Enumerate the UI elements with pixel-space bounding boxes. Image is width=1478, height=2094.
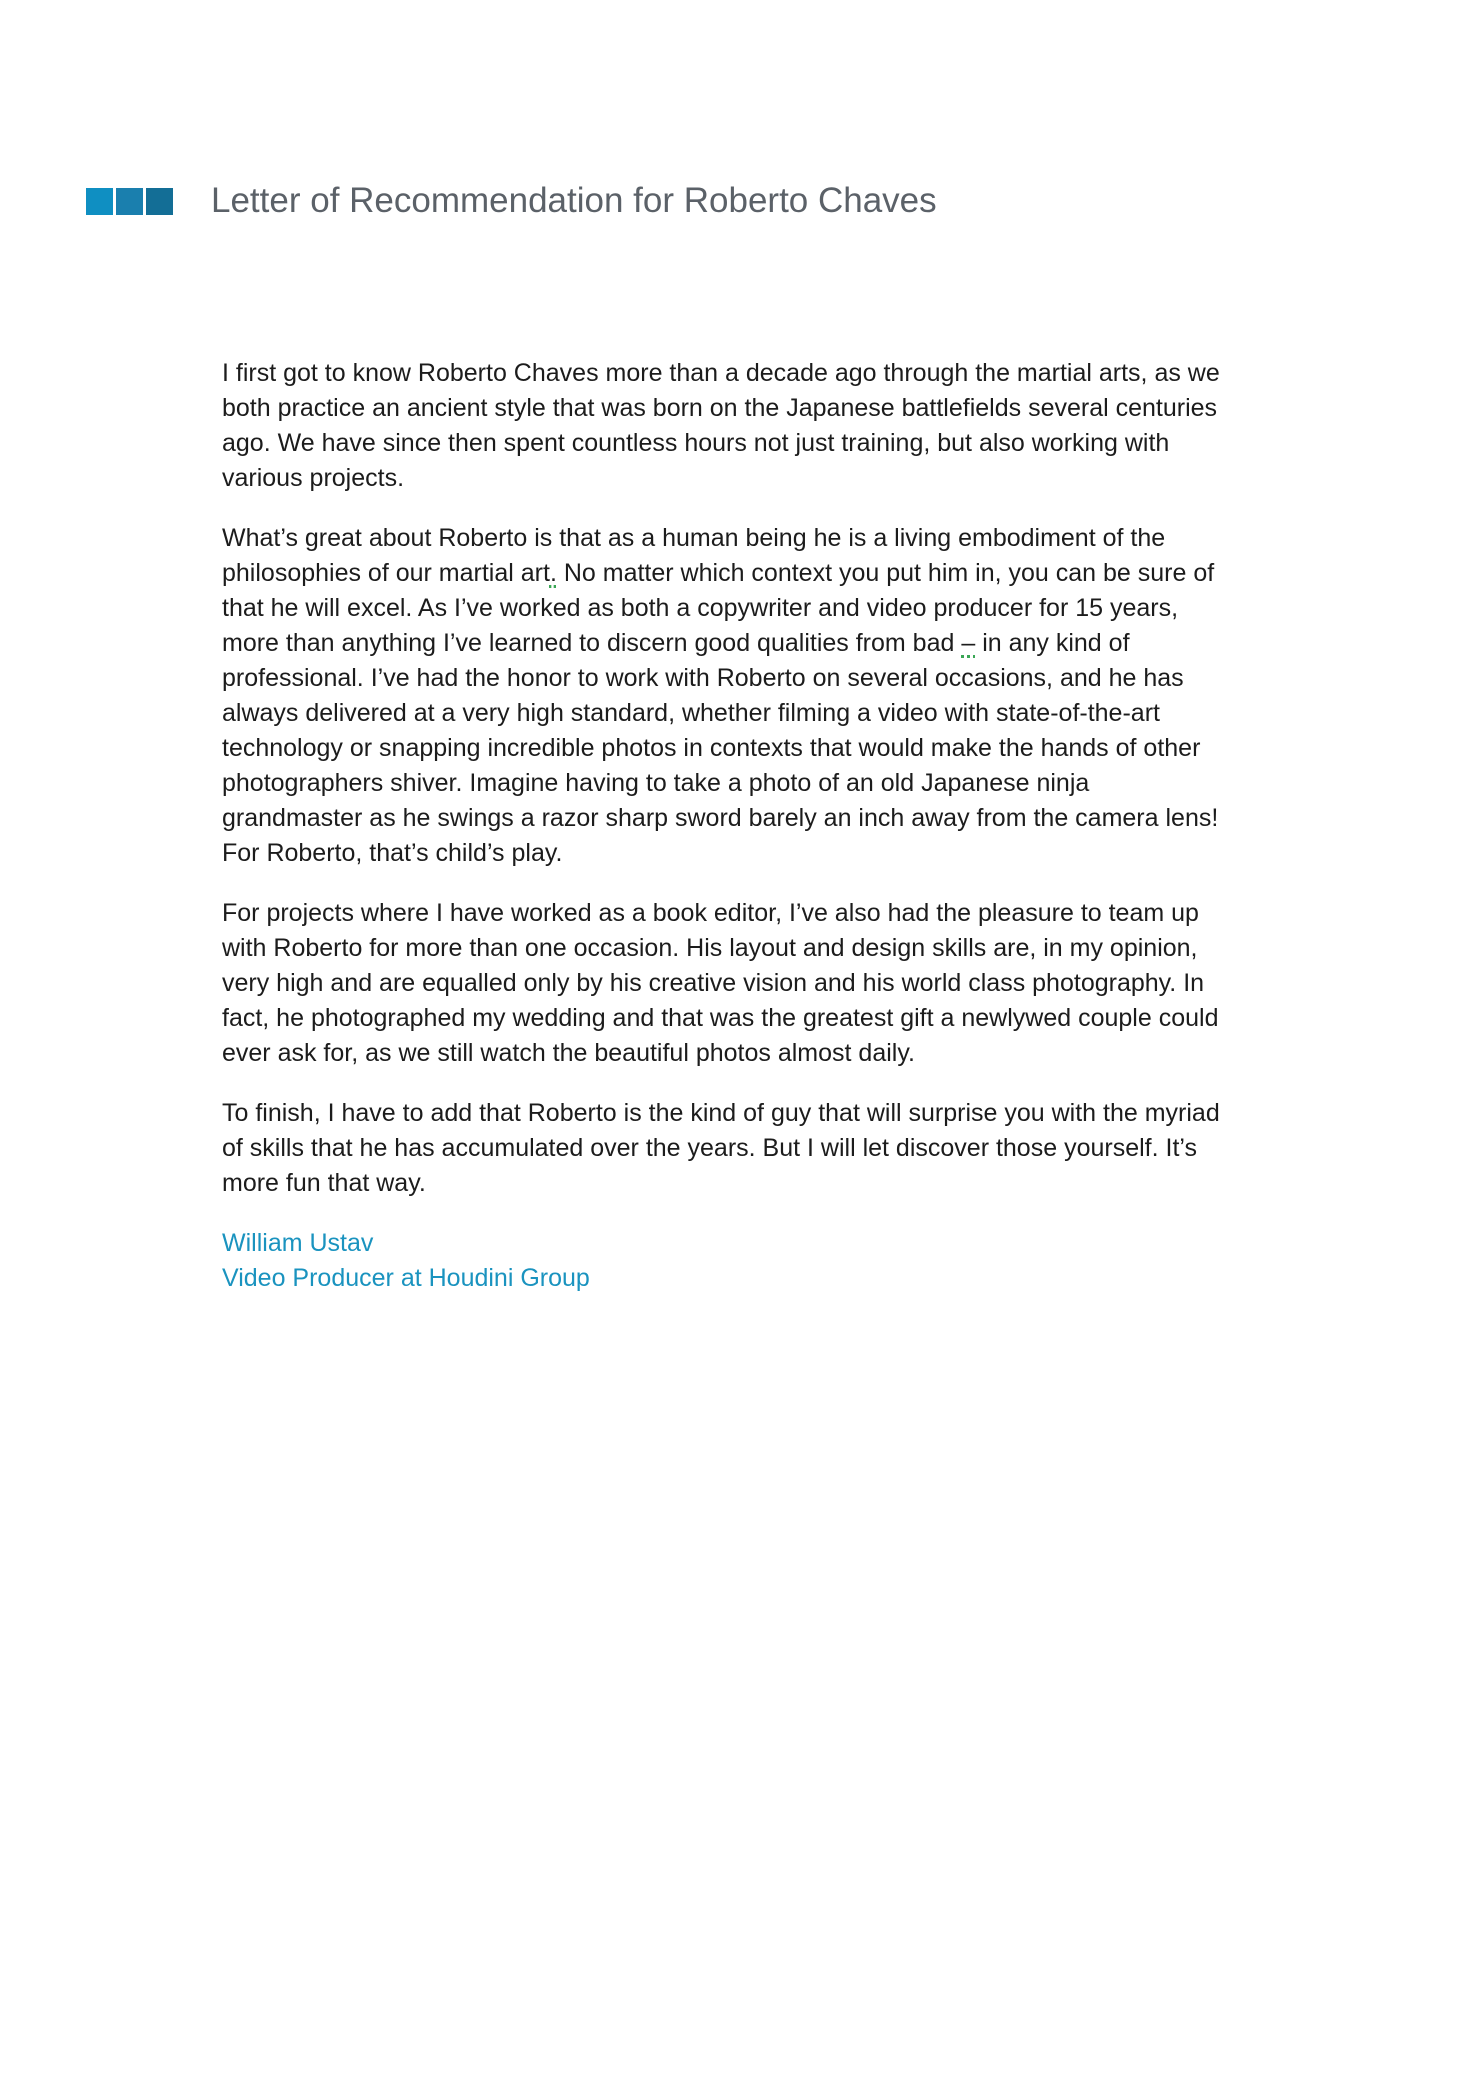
paragraph-2-part-c: in any kind of professional. I’ve had the honor to work with Roberto on several occasions, and he has always delivered at a very high standard, whether filming a video with state-of-the-art technology or snapping incredible photos in contexts that would make the hands of other photographers shiver. Imagine having to take a photo of an old Japanese ninja grandmaster as he swings a razor sharp sword barely an inch away from the camera lens! For Roberto, that’s child’s play. bbox=[222, 629, 1219, 867]
logo-squares bbox=[86, 188, 173, 215]
grammar-mark-period: . bbox=[549, 559, 557, 587]
logo-square-3 bbox=[146, 188, 173, 215]
paragraph-1: I first got to know Roberto Chaves more than a decade ago through the martial arts, as we both practice an ancient style that was born on the Japanese battlefields several centuries ago. We have since then spent countless hours not just training, but also working with various projects. bbox=[222, 359, 1220, 492]
page-title: Letter of Recommendation for Roberto Chaves bbox=[211, 181, 937, 220]
letter-body bbox=[222, 356, 1232, 1296]
signature-name: William Ustav bbox=[222, 1229, 374, 1257]
logo-square-2 bbox=[116, 188, 143, 215]
grammar-mark-dash: – bbox=[961, 629, 976, 657]
signature-position: Video Producer at Houdini Group bbox=[222, 1264, 590, 1292]
logo-square-1 bbox=[86, 188, 113, 215]
paragraph-2-part-b: No matter which context you put him in, you can be sure of that he will excel. As I’ve worked as both a copywriter and video producer for 15 years, more than anything I’ve learned to discern good qualities from bad bbox=[222, 559, 1215, 657]
signature-block bbox=[222, 1226, 1232, 1296]
paragraph-2-part-a: What’s great about Roberto is that as a human being he is a living embodiment of the philosophies of our martial art bbox=[222, 524, 1166, 587]
paragraph-2 bbox=[222, 521, 1232, 871]
paragraph-4: To finish, I have to add that Roberto is the kind of guy that will surprise you with the myriad of skills that he has accumulated over the years. But I will let discover those yourself. It’s more fun that way. bbox=[222, 1099, 1220, 1197]
paragraph-3: For projects where I have worked as a book editor, I’ve also had the pleasure to team up with Roberto for more than one occasion. His layout and design skills are, in my opinion, very high and are equalled only by his creative vision and his world class photography. In fact, he photographed my wedding and that was the greatest gift a newlywed couple could ever ask for, as we still watch the beautiful photos almost daily. bbox=[222, 899, 1219, 1067]
